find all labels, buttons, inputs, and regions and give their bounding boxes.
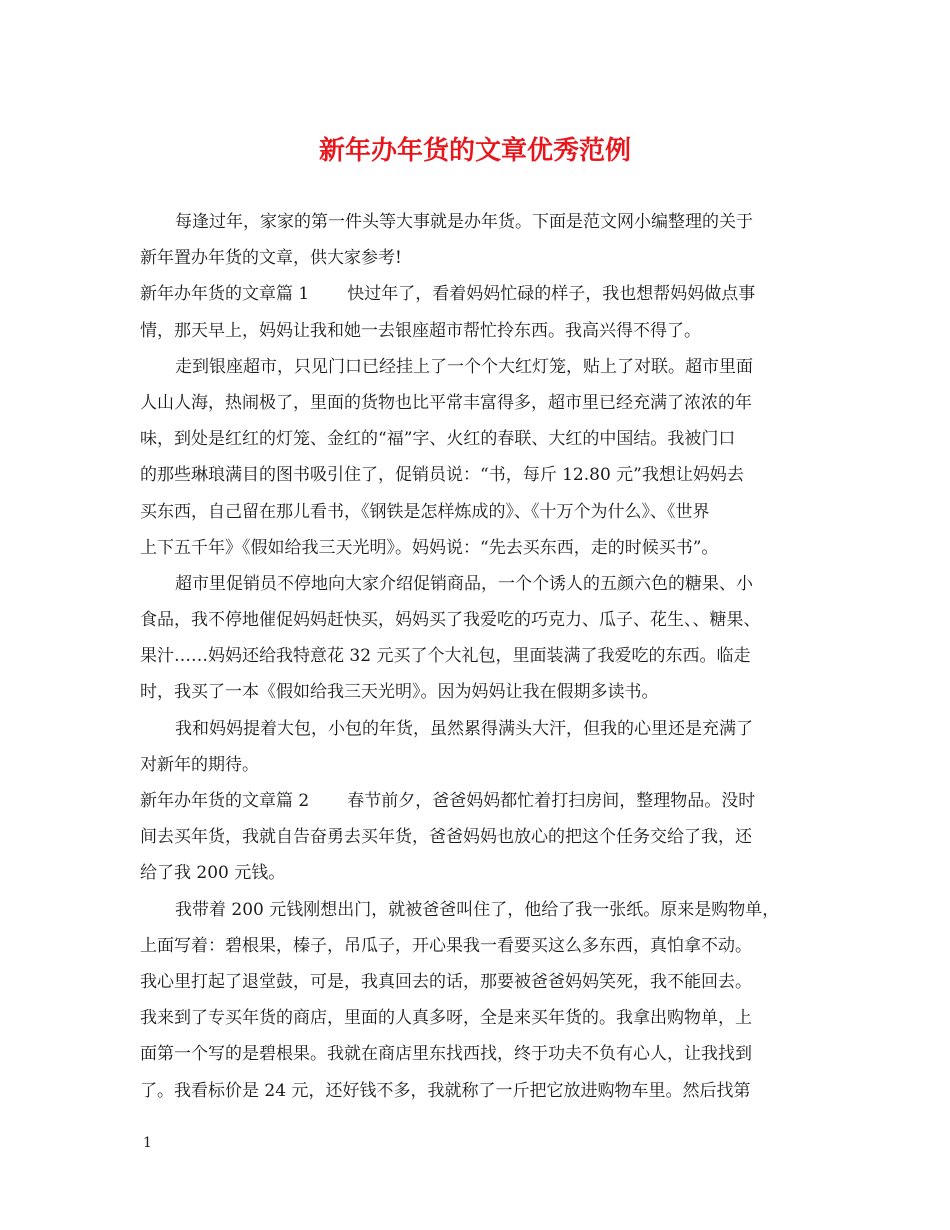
line-text: 果汁……妈妈还给我特意花 32 元买了个大礼包，里面装满了我爱吃的东西。临走 xyxy=(140,646,751,667)
line-text: 我来到了专买年货的商店，里面的人真多呀，全是来买年货的。我拿出购物单，上 xyxy=(140,1008,752,1029)
line-text: 上面写着：碧根果，榛子，吊瓜子，开心果我一看要买这么多东西，真怕拿不动。 xyxy=(140,935,752,956)
text-line xyxy=(140,964,814,1000)
text-line xyxy=(140,602,814,638)
text-line xyxy=(140,711,814,747)
page-number: 1 xyxy=(143,1135,152,1151)
document-title: 新年办年货的文章优秀范例 xyxy=(318,136,631,166)
text-line xyxy=(140,674,814,710)
article-heading: 新年办年货的文章篇 2 xyxy=(140,791,310,811)
text-line xyxy=(140,457,814,493)
text-line xyxy=(140,276,814,312)
line-text: 走到银座超市，只见门口已经挂上了一个个大红灯笼，贴上了对联。超市里面 xyxy=(175,356,753,377)
line-text: 对新年的期待。 xyxy=(140,754,259,775)
line-text: 了。我看标价是 24 元，还好钱不多，我就称了一斤把它放进购物车里。然后找第 xyxy=(140,1080,751,1101)
line-text: 超市里促销员不停地向大家介绍促销商品，一个个诱人的五颜六色的糖果、小 xyxy=(175,573,753,594)
text-line xyxy=(140,204,814,240)
line-text: 时，我买了一本《假如给我三天光明》。因为妈妈让我在假期多读书。 xyxy=(140,682,659,703)
line-text: 的那些琳琅满目的图书吸引住了，促销员说：“书，每斤 12.80 元”我想让妈妈去 xyxy=(140,465,744,486)
text-line xyxy=(140,819,814,855)
line-text: 食品，我不停地催促妈妈赶快买，妈妈买了我爱吃的巧克力、瓜子、花生、、糖果、 xyxy=(140,610,761,631)
line-text: 间去买年货，我就自告奋勇去买年货，爸爸妈妈也放心的把这个任务交给了我，还 xyxy=(140,827,752,848)
line-text: 买东西，自己留在那儿看书，《钢铁是怎样炼成的》、《十万个为什么》、《世界 xyxy=(140,501,710,522)
text-line xyxy=(140,747,814,783)
line-text: 人山人海，热闹极了，里面的货物也比平常丰富得多，超市里已经充满了浓浓的年 xyxy=(140,392,752,413)
line-text: 味，到处是红红的灯笼、金红的“福”字、火红的春联、大红的中国结。我被门口 xyxy=(140,429,736,450)
line-text: 我带着 200 元钱刚想出门，就被爸爸叫住了，他给了我一张纸。原来是购物单， xyxy=(175,899,780,920)
text-line xyxy=(140,855,814,891)
line-text: 春节前夕，爸爸妈妈都忙着打扫房间，整理物品。没时 xyxy=(347,791,756,811)
line-text: 我心里打起了退堂鼓，可是，我真回去的话，那要被爸爸妈妈笑死，我不能回去。 xyxy=(140,971,752,992)
text-line xyxy=(140,1036,814,1072)
text-line xyxy=(140,928,814,964)
line-text: 新年置办年货的文章，供大家参考! xyxy=(140,248,402,269)
text-line xyxy=(140,530,814,566)
line-text: 上下五千年》《假如给我三天光明》。妈妈说：“先去买东西，走的时候买书”。 xyxy=(140,537,719,558)
text-line xyxy=(140,1073,814,1109)
line-text: 我和妈妈提着大包，小包的年货，虽然累得满头大汗，但我的心里还是充满了 xyxy=(175,718,753,739)
text-line xyxy=(140,349,814,385)
text-line xyxy=(140,1000,814,1036)
document-body xyxy=(140,204,814,1109)
line-text: 快过年了，看着妈妈忙碌的样子，我也想帮妈妈做点事 xyxy=(347,284,756,305)
text-line xyxy=(140,494,814,530)
text-line xyxy=(140,638,814,674)
text-line xyxy=(140,892,814,928)
text-line xyxy=(140,313,814,349)
text-line xyxy=(140,421,814,457)
line-text: 情，那天早上，妈妈让我和她一去银座超市帮忙拎东西。我高兴得不得了。 xyxy=(140,320,701,341)
line-text: 每逢过年，家家的第一件头等大事就是办年货。下面是范文网小编整理的关于 xyxy=(175,212,753,232)
text-line xyxy=(140,240,814,276)
line-text: 面第一个写的是碧根果。我就在商店里东找西找，终于功夫不负有心人，让我找到 xyxy=(140,1044,752,1065)
text-line xyxy=(140,385,814,421)
line-text: 给了我 200 元钱。 xyxy=(140,863,286,884)
article-heading: 新年办年货的文章篇 1 xyxy=(140,284,310,305)
text-line xyxy=(140,566,814,602)
text-line xyxy=(140,783,814,819)
